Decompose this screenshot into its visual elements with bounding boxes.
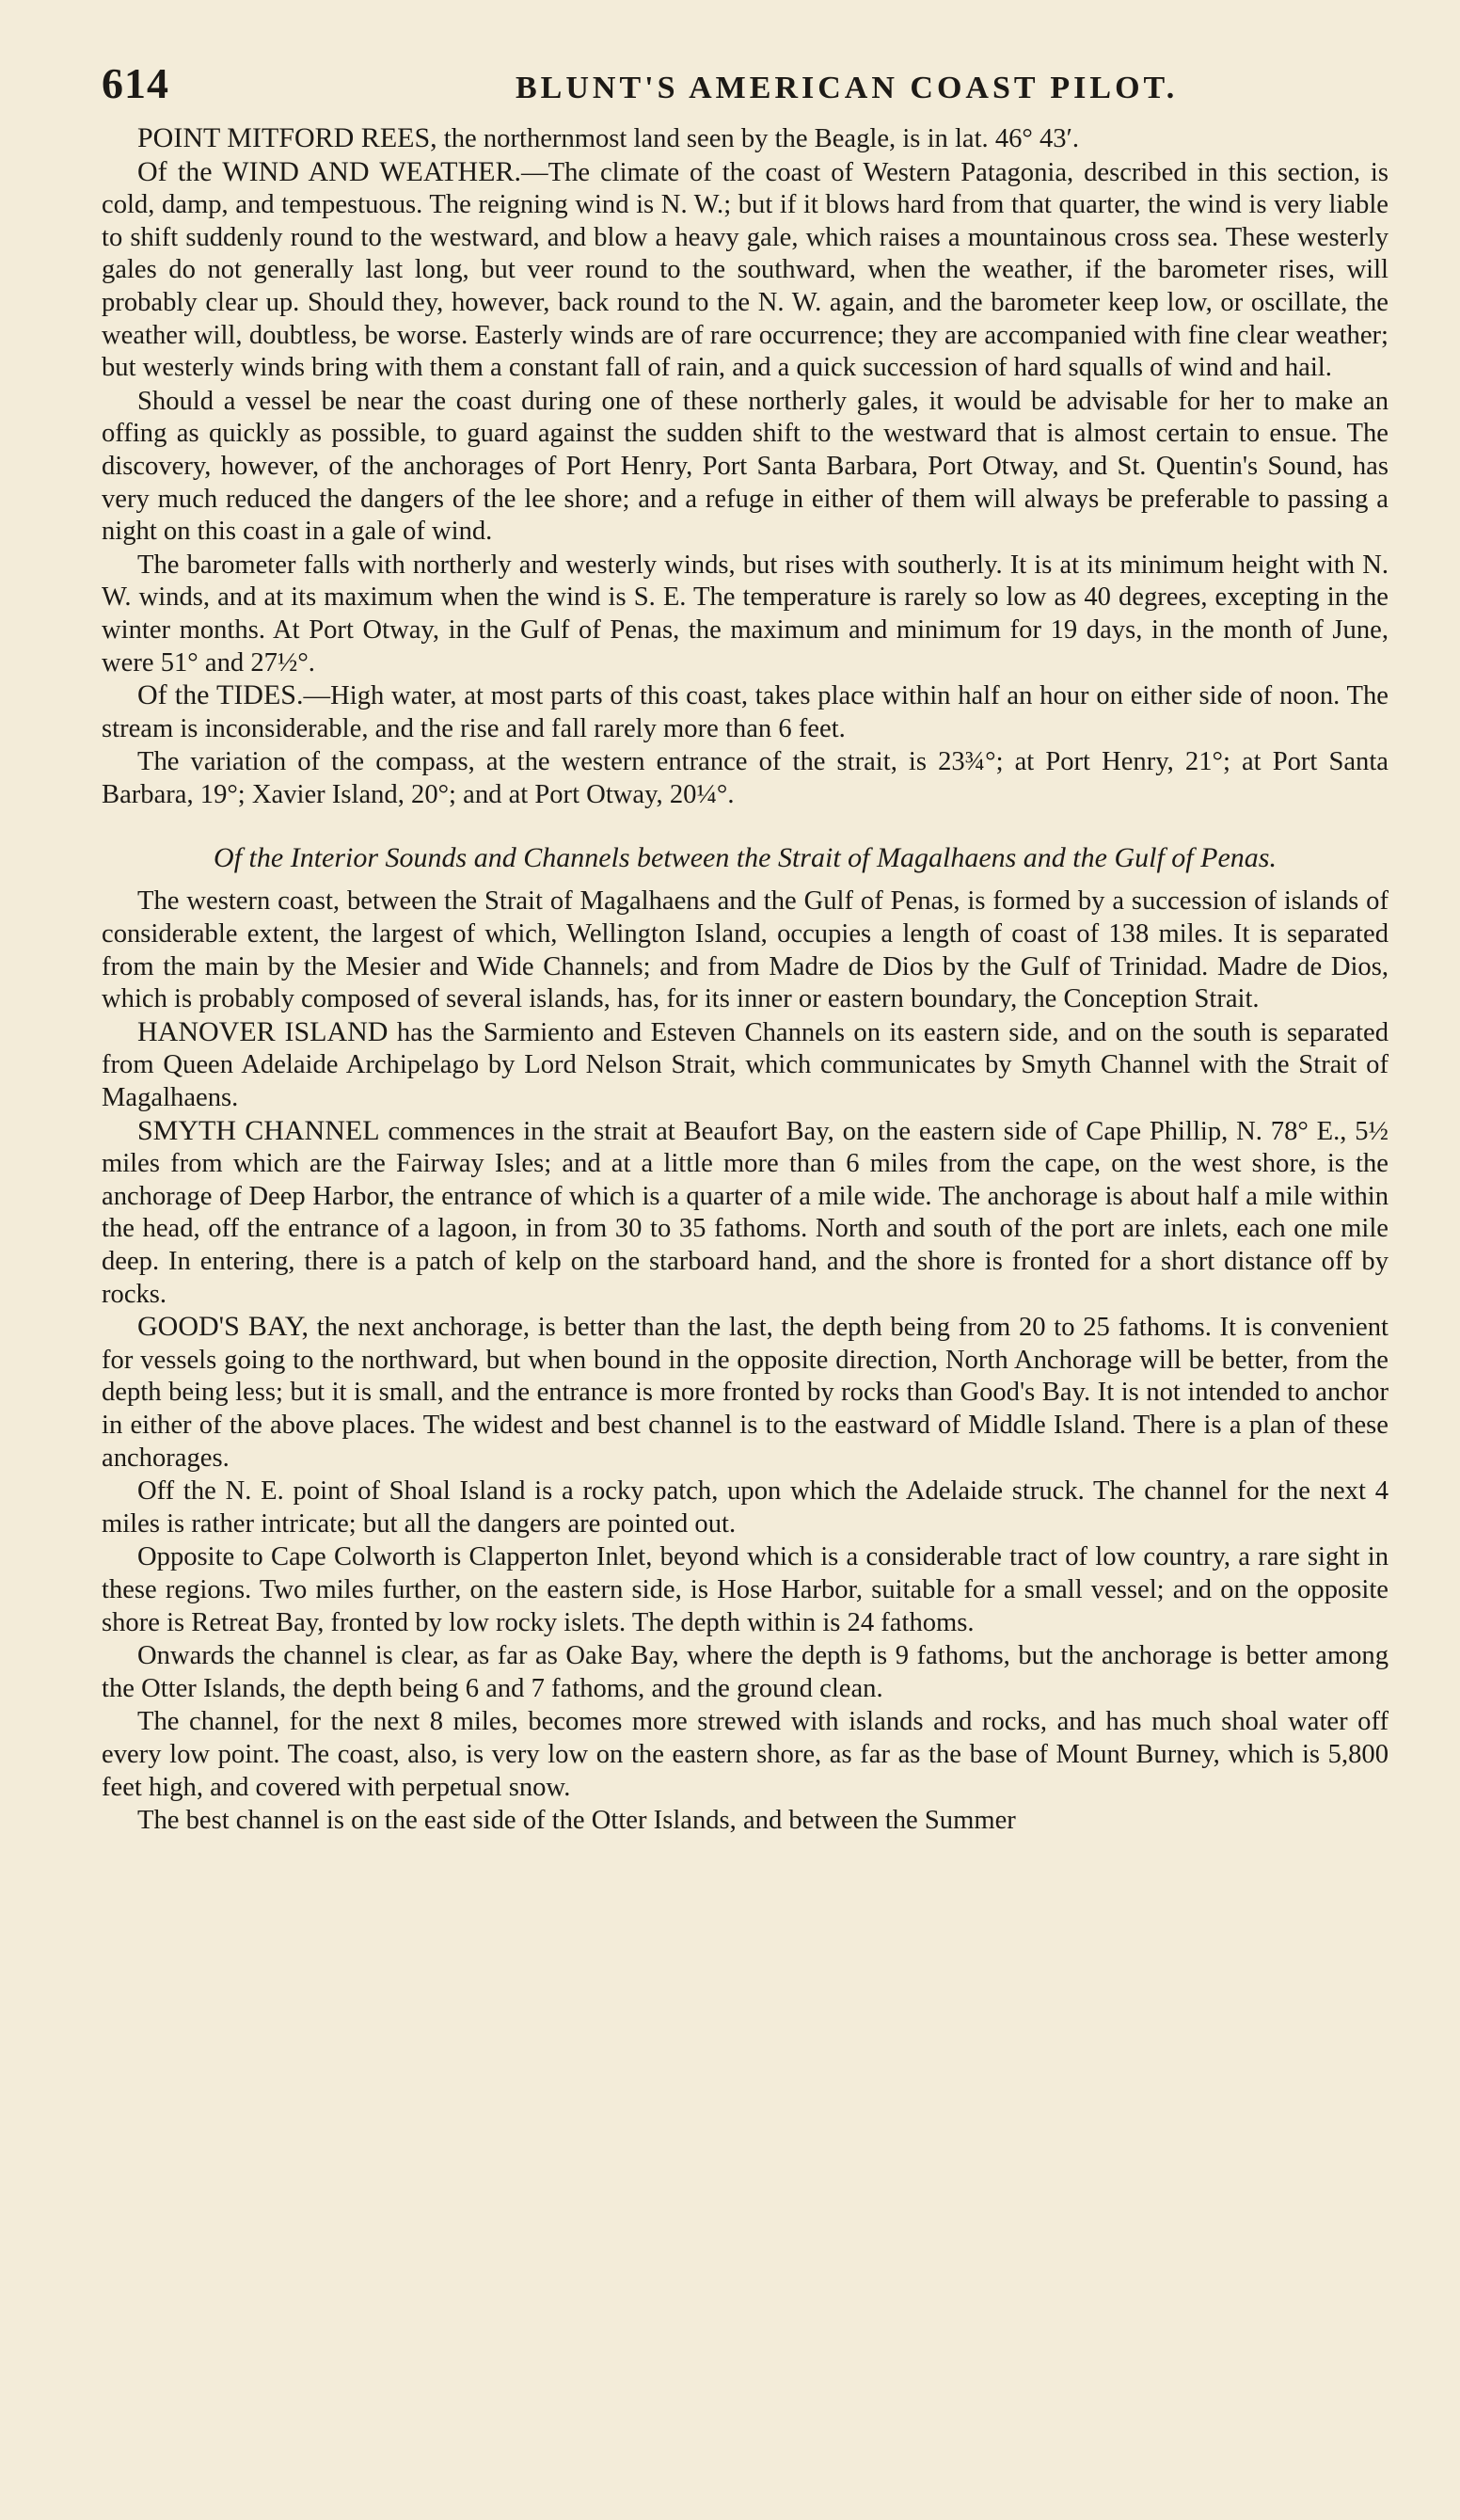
paragraph	[102, 1475, 1389, 1540]
paragraph-text: The western coast, between the Strait of Magalhaens and the Gulf of Penas, is formed by a succession of islands of considerable extent, the largest of which, Wellington Island, occupies a length of coast of 138 miles. It is separated from the main by the Mesier and Wide Channels; and from Madre de Dios by the Gulf of Trinidad. Madre de Dios, which is probably composed of several islands, has, for its inner or eastern boundary, the Conception Strait.	[102, 886, 1389, 1014]
paragraph	[102, 1540, 1389, 1639]
paragraph-text: The channel, for the next 8 miles, becomes more strewed with islands and rocks, and has much shoal water off every low point. The coast, also, is very low on the eastern shore, as far as the base of Mount Burney, which is 5,800 feet high, and covered with perpetual snow.	[102, 1707, 1389, 1802]
paragraph	[102, 1311, 1389, 1475]
paragraph-text: has the Sarmiento and Esteven Channels on its eastern side, and on the south is separated from Queen Adelaide Archipelago by Lord Nelson Strait, which communicates by Smyth Channel with the Strait of Magalhaens.	[102, 1017, 1389, 1113]
paragraph-lead: Of the TIDES.	[137, 679, 304, 711]
section-heading: Of the Interior Sounds and Channels between the Strait of Magalhaens and the Gulf of Penas.	[214, 842, 1277, 874]
page-header	[102, 58, 1389, 109]
paragraph-lead: HANOVER ISLAND	[137, 1015, 389, 1047]
paragraph-text: commences in the strait at Beaufort Bay, on the eastern side of Cape Phillip, N. 78° E., 5½ miles from which are the Fairway Isles; and at a little more than 6 miles from the cape, on the west shore, is the anchorage of Deep Harbor, the entrance of which is a quarter of a mile wide. The anchorage is about half a mile within the head, off the entrance of a lagoon, in from 30 to 35 fathoms. North and south of the port are inlets, each one mile deep. In entering, there is a patch of kelp on the starboard hand, and the shore is fronted for a short distance off by rocks.	[102, 1116, 1389, 1309]
paragraph	[102, 549, 1389, 679]
paragraph	[102, 885, 1389, 1015]
page-number: 614	[102, 59, 169, 107]
paragraph	[102, 385, 1389, 549]
paragraph-text: The barometer falls with northerly and westerly winds, but rises with southerly. It is at its minimum height with N. W. winds, and at its maximum when the wind is S. E. The temperature is rarely so low as 40 degrees, excepting in the winter months. At Port Otway, in the Gulf of Penas, the maximum and minimum for 19 days, in the month of June, were 51° and 27½°.	[102, 550, 1389, 678]
paragraph	[102, 156, 1389, 385]
paragraph-lead: POINT MITFORD REES,	[137, 122, 437, 153]
paragraph-text: Opposite to Cape Colworth is Clapperton Inlet, beyond which is a considerable tract of low country, a rare sight in these regions. Two miles further, on the eastern side, is Hose Harbor, suitable for a small vessel; and on the opposite shore is Retreat Bay, fronted by low rocky islets. The depth within is 24 fathoms.	[102, 1542, 1389, 1637]
paragraph-lead: Of the WIND AND WEATHER.	[137, 155, 522, 187]
paragraph-text: the northernmost land seen by the Beagle, is in lat. 46° 43′.	[436, 124, 1080, 153]
paragraph-text: the next anchorage, is better than the last, the depth being from 20 to 25 fathoms. It is convenient for vessels going to the northward, but when bound in the opposite direction, North Anchorage will be better, from the depth being less; but it is small, and the entrance is more fronted by rocks than Good's Bay. It is not intended to anchor in either of the above places. The widest and best channel is to the eastward of Middle Island. There is a plan of these anchorages.	[102, 1313, 1389, 1473]
paragraph	[102, 1639, 1389, 1705]
paragraph	[102, 122, 1389, 156]
paragraph	[102, 745, 1389, 811]
paragraph-text: The best channel is on the east side of the Otter Islands, and between the Summer	[137, 1806, 1016, 1836]
running-title: BLUNT'S AMERICAN COAST PILOT.	[516, 71, 1179, 105]
paragraph-text: The variation of the compass, at the western entrance of the strait, is 23¾°; at Port Henry, 21°; at Port Santa Barbara, 19°; Xavier Island, 20°; and at Port Otway, 20¼°.	[102, 747, 1389, 809]
book-page	[102, 58, 1389, 1838]
paragraph	[102, 679, 1389, 745]
paragraph	[102, 1705, 1389, 1804]
paragraph-text: Should a vessel be near the coast during one of these northerly gales, it would be advisable for her to make an offing as quickly as possible, to guard against the sudden shift to the westward that is almost certain to ensue. The discovery, however, of the anchorages of Port Henry, Port Santa Barbara, Port Otway, and St. Quentin's Sound, has very much reduced the dangers of the lee shore; and a refuge in either of them will always be preferable to passing a night on this coast in a gale of wind.	[102, 386, 1389, 547]
channels-section	[102, 885, 1389, 1837]
paragraph-text: —High water, at most parts of this coast, takes place within half an hour on either side of noon. The stream is inconsiderable, and the rise and fall rarely more than 6 feet.	[102, 681, 1389, 743]
paragraph-lead: SMYTH CHANNEL	[137, 1114, 380, 1146]
paragraph-lead: GOOD'S BAY,	[137, 1311, 309, 1343]
paragraph-text: Onwards the channel is clear, as far as Oake Bay, where the depth is 9 fathoms, but the anchorage is better among the Otter Islands, the depth being 6 and 7 fathoms, and the ground clean.	[102, 1641, 1389, 1703]
paragraph	[102, 1115, 1389, 1312]
intro-section	[102, 122, 1389, 811]
paragraph	[102, 1804, 1389, 1838]
paragraph-text: Off the N. E. point of Shoal Island is a rocky patch, upon which the Adelaide struck. The channel for the next 4 miles is rather intricate; but all the dangers are pointed out.	[102, 1476, 1389, 1539]
paragraph	[102, 1016, 1389, 1115]
paragraph-text: —The climate of the coast of Western Patagonia, described in this section, is cold, damp, and tempestuous. The reigning wind is N. W.; but if it blows hard from that quarter, the wind is very liable to shift suddenly round to the westward, and blow a heavy gale, which raises a mountainous cross sea. These westerly gales do not generally last long, but veer round to the southward, when the weather, if the barometer rises, will probably clear up. Should they, however, back round to the N. W. again, and the barometer keep low, or oscillate, the weather will, doubtless, be worse. Easterly winds are of rare occurrence; they are accompanied with fine clear weather; but westerly winds bring with them a constant fall of rain, and a quick succession of hard squalls of wind and hail.	[102, 157, 1389, 383]
